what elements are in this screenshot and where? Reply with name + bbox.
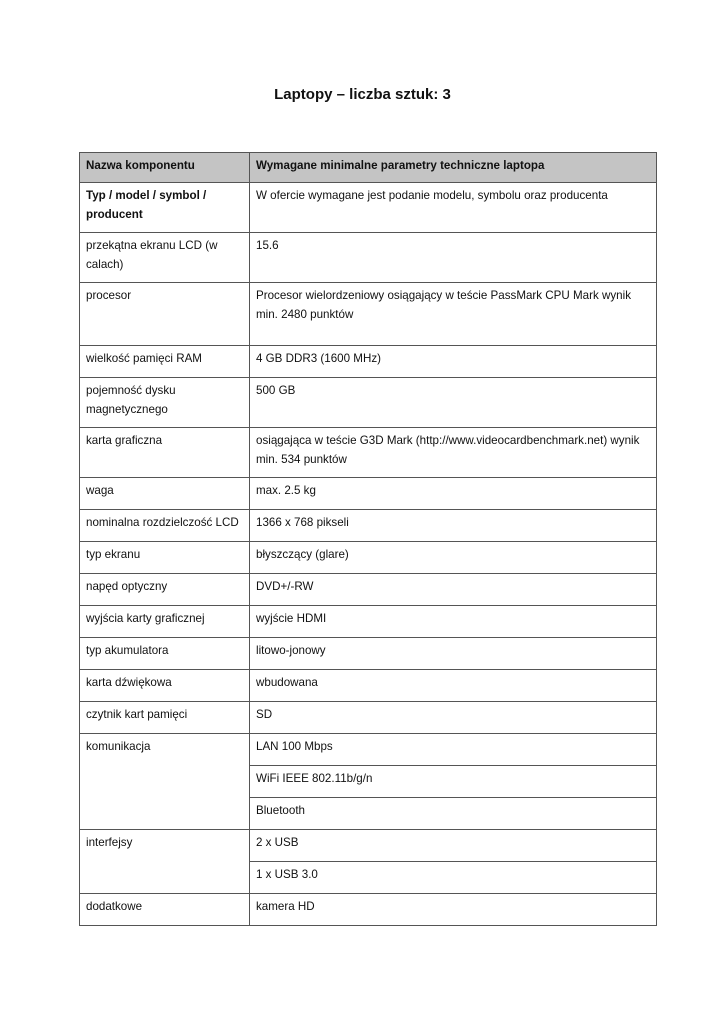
table-row xyxy=(80,670,657,702)
row-value: wbudowana xyxy=(250,670,657,702)
table-row xyxy=(80,378,657,428)
table-row xyxy=(80,283,657,346)
row-label: przekątna ekranu LCD (w calach) xyxy=(80,233,250,283)
table-row xyxy=(80,894,657,926)
row-value: 4 GB DDR3 (1600 MHz) xyxy=(250,346,657,378)
table-row xyxy=(80,478,657,510)
row-label: wielkość pamięci RAM xyxy=(80,346,250,378)
row-label: Typ / model / symbol / producent xyxy=(80,183,250,233)
row-label: nominalna rozdzielczość LCD xyxy=(80,510,250,542)
row-value: 15.6 xyxy=(250,233,657,283)
row-label: interfejsy xyxy=(80,830,250,894)
table-row xyxy=(80,638,657,670)
row-value: 500 GB xyxy=(250,378,657,428)
row-value: SD xyxy=(250,702,657,734)
row-label: procesor xyxy=(80,283,250,346)
table-row xyxy=(80,606,657,638)
row-value: błyszczący (glare) xyxy=(250,542,657,574)
row-value: 1 x USB 3.0 xyxy=(250,862,657,894)
row-label: karta dźwiękowa xyxy=(80,670,250,702)
table-row xyxy=(80,542,657,574)
row-label: typ ekranu xyxy=(80,542,250,574)
row-label: pojemność dysku magnetycznego xyxy=(80,378,250,428)
row-value: litowo-jonowy xyxy=(250,638,657,670)
spec-table xyxy=(79,152,657,926)
row-label: typ akumulatora xyxy=(80,638,250,670)
row-value: W ofercie wymagane jest podanie modelu, symbolu oraz producenta xyxy=(250,183,657,233)
table-row xyxy=(80,183,657,233)
row-value: Procesor wielordzeniowy osiągający w teście PassMark CPU Mark wynik min. 2480 punktów xyxy=(250,283,657,346)
header-requirements: Wymagane minimalne parametry techniczne laptopa xyxy=(250,153,657,183)
table-row xyxy=(80,702,657,734)
row-value: kamera HD xyxy=(250,894,657,926)
table-header-row xyxy=(80,153,657,183)
table-row xyxy=(80,233,657,283)
row-value: 1366 x 768 pikseli xyxy=(250,510,657,542)
table-row xyxy=(80,830,657,862)
row-label: karta graficzna xyxy=(80,428,250,478)
row-label: wyjścia karty graficznej xyxy=(80,606,250,638)
row-label: napęd optyczny xyxy=(80,574,250,606)
row-value: WiFi IEEE 802.11b/g/n xyxy=(250,766,657,798)
row-value: wyjście HDMI xyxy=(250,606,657,638)
row-value: max. 2.5 kg xyxy=(250,478,657,510)
table-row xyxy=(80,428,657,478)
table-row xyxy=(80,734,657,766)
table-row xyxy=(80,510,657,542)
row-value: 2 x USB xyxy=(250,830,657,862)
row-value: osiągająca w teście G3D Mark (http://www.videocardbenchmark.net) wynik min. 534 punktów xyxy=(250,428,657,478)
row-value: DVD+/-RW xyxy=(250,574,657,606)
row-label: dodatkowe xyxy=(80,894,250,926)
row-label: waga xyxy=(80,478,250,510)
row-value: LAN 100 Mbps xyxy=(250,734,657,766)
page-title: Laptopy – liczba sztuk: 3 xyxy=(274,86,451,103)
row-label: czytnik kart pamięci xyxy=(80,702,250,734)
header-component-name: Nazwa komponentu xyxy=(80,153,250,183)
table-row xyxy=(80,346,657,378)
row-value: Bluetooth xyxy=(250,798,657,830)
table-row xyxy=(80,574,657,606)
row-label: komunikacja xyxy=(80,734,250,830)
